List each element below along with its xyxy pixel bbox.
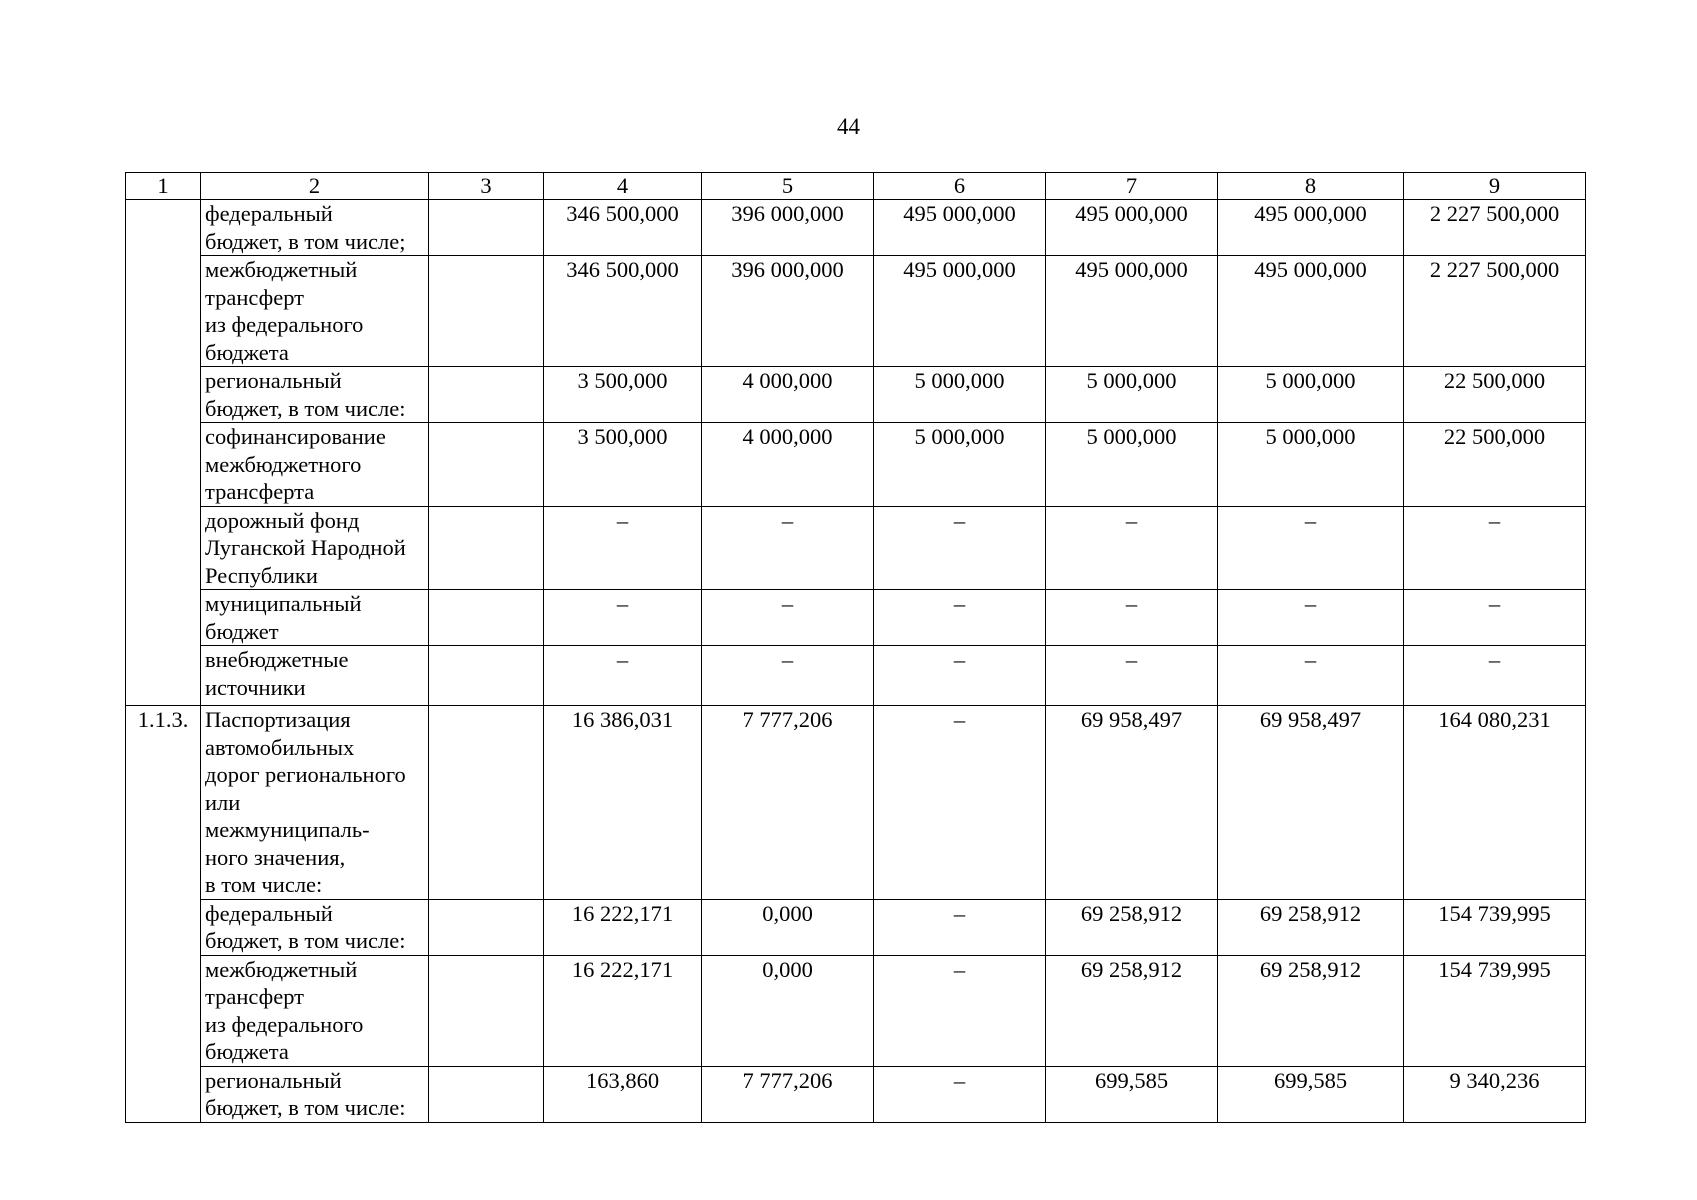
value-cell: – <box>544 646 702 706</box>
value-cell: – <box>874 955 1046 1066</box>
table-row <box>126 256 1586 367</box>
value-cell: – <box>702 506 874 590</box>
value-cell: 5 000,000 <box>874 367 1046 423</box>
item-code-cell: 1.1.3. <box>126 706 201 1123</box>
row-label-cell: внебюджетные источники <box>201 646 429 706</box>
page-number: 44 <box>837 114 860 139</box>
table-row <box>126 899 1586 955</box>
value-cell: 495 000,000 <box>1046 256 1218 367</box>
value-cell: 9 340,236 <box>1404 1066 1586 1122</box>
value-cell: 5 000,000 <box>1046 423 1218 507</box>
value-cell: 164 080,231 <box>1404 706 1586 900</box>
table-row <box>126 200 1586 256</box>
column-3-cell <box>429 367 544 423</box>
row-label-cell: Паспортизация автомобильных дорог регионального или межмуниципаль- ного значения, в том числе: <box>201 706 429 900</box>
table-header-row <box>126 173 1586 200</box>
value-cell: – <box>874 706 1046 900</box>
value-cell: 154 739,995 <box>1404 899 1586 955</box>
value-cell: 69 958,497 <box>1046 706 1218 900</box>
value-cell: – <box>1218 506 1404 590</box>
value-cell: – <box>544 590 702 646</box>
header-cell: 8 <box>1218 173 1404 200</box>
value-cell: 495 000,000 <box>874 256 1046 367</box>
header-cell: 9 <box>1404 173 1586 200</box>
value-cell: 16 222,171 <box>544 899 702 955</box>
header-cell: 6 <box>874 173 1046 200</box>
row-label-cell: софинансирование межбюджетного трансферта <box>201 423 429 507</box>
value-cell: – <box>702 646 874 706</box>
header-cell: 1 <box>126 173 201 200</box>
value-cell: – <box>1046 590 1218 646</box>
value-cell: – <box>1046 506 1218 590</box>
value-cell: 495 000,000 <box>1218 200 1404 256</box>
header-cell: 5 <box>702 173 874 200</box>
value-cell: – <box>874 506 1046 590</box>
value-cell: 163,860 <box>544 1066 702 1122</box>
value-cell: – <box>1218 590 1404 646</box>
value-cell: 495 000,000 <box>1046 200 1218 256</box>
value-cell: – <box>544 506 702 590</box>
table-row <box>126 506 1586 590</box>
value-cell: 69 258,912 <box>1218 955 1404 1066</box>
value-cell: – <box>1404 646 1586 706</box>
value-cell: 22 500,000 <box>1404 423 1586 507</box>
row-label-cell: межбюджетный трансферт из федерального бюджета <box>201 256 429 367</box>
value-cell: 154 739,995 <box>1404 955 1586 1066</box>
row-label-cell: региональный бюджет, в том числе: <box>201 367 429 423</box>
column-3-cell <box>429 899 544 955</box>
value-cell: 699,585 <box>1046 1066 1218 1122</box>
value-cell: 69 258,912 <box>1046 899 1218 955</box>
column-3-cell <box>429 955 544 1066</box>
column-3-cell <box>429 423 544 507</box>
value-cell: 3 500,000 <box>544 367 702 423</box>
value-cell: 0,000 <box>702 899 874 955</box>
value-cell: 346 500,000 <box>544 200 702 256</box>
value-cell: – <box>1404 590 1586 646</box>
column-3-cell <box>429 646 544 706</box>
value-cell: 5 000,000 <box>1046 367 1218 423</box>
value-cell: 5 000,000 <box>1218 367 1404 423</box>
value-cell: – <box>1404 506 1586 590</box>
value-cell: 3 500,000 <box>544 423 702 507</box>
row-label-cell: дорожный фонд Луганской Народной Республики <box>201 506 429 590</box>
header-cell: 2 <box>201 173 429 200</box>
table-row <box>126 1066 1586 1122</box>
value-cell: 69 258,912 <box>1046 955 1218 1066</box>
value-cell: 5 000,000 <box>874 423 1046 507</box>
column-3-cell <box>429 256 544 367</box>
value-cell: 699,585 <box>1218 1066 1404 1122</box>
value-cell: 5 000,000 <box>1218 423 1404 507</box>
table-row <box>126 955 1586 1066</box>
value-cell: – <box>874 646 1046 706</box>
column-3-cell <box>429 590 544 646</box>
column-3-cell <box>429 506 544 590</box>
value-cell: 22 500,000 <box>1404 367 1586 423</box>
value-cell: – <box>702 590 874 646</box>
value-cell: 2 227 500,000 <box>1404 200 1586 256</box>
value-cell: 69 958,497 <box>1218 706 1404 900</box>
value-cell: 7 777,206 <box>702 706 874 900</box>
table-row <box>126 367 1586 423</box>
value-cell: – <box>874 899 1046 955</box>
row-label-cell: федеральный бюджет, в том числе: <box>201 899 429 955</box>
value-cell: 396 000,000 <box>702 200 874 256</box>
table-row <box>126 706 1586 900</box>
value-cell: – <box>874 590 1046 646</box>
header-cell: 3 <box>429 173 544 200</box>
row-label-cell: межбюджетный трансферт из федерального бюджета <box>201 955 429 1066</box>
value-cell: 16 222,171 <box>544 955 702 1066</box>
value-cell: – <box>874 1066 1046 1122</box>
row-label-cell: муниципальный бюджет <box>201 590 429 646</box>
value-cell: 4 000,000 <box>702 423 874 507</box>
value-cell: 0,000 <box>702 955 874 1066</box>
value-cell: 4 000,000 <box>702 367 874 423</box>
value-cell: 495 000,000 <box>874 200 1046 256</box>
budget-table <box>125 172 1586 1123</box>
column-3-cell <box>429 1066 544 1122</box>
row-label-cell: региональный бюджет, в том числе: <box>201 1066 429 1122</box>
table-row <box>126 423 1586 507</box>
item-code-cell <box>126 200 201 706</box>
column-3-cell <box>429 706 544 900</box>
value-cell: 69 258,912 <box>1218 899 1404 955</box>
header-cell: 7 <box>1046 173 1218 200</box>
value-cell: 16 386,031 <box>544 706 702 900</box>
value-cell: 7 777,206 <box>702 1066 874 1122</box>
table-row <box>126 590 1586 646</box>
value-cell: 495 000,000 <box>1218 256 1404 367</box>
value-cell: – <box>1046 646 1218 706</box>
value-cell: 2 227 500,000 <box>1404 256 1586 367</box>
value-cell: 396 000,000 <box>702 256 874 367</box>
header-cell: 4 <box>544 173 702 200</box>
table-row <box>126 646 1586 706</box>
value-cell: 346 500,000 <box>544 256 702 367</box>
value-cell: – <box>1218 646 1404 706</box>
column-3-cell <box>429 200 544 256</box>
row-label-cell: федеральный бюджет, в том числе; <box>201 200 429 256</box>
